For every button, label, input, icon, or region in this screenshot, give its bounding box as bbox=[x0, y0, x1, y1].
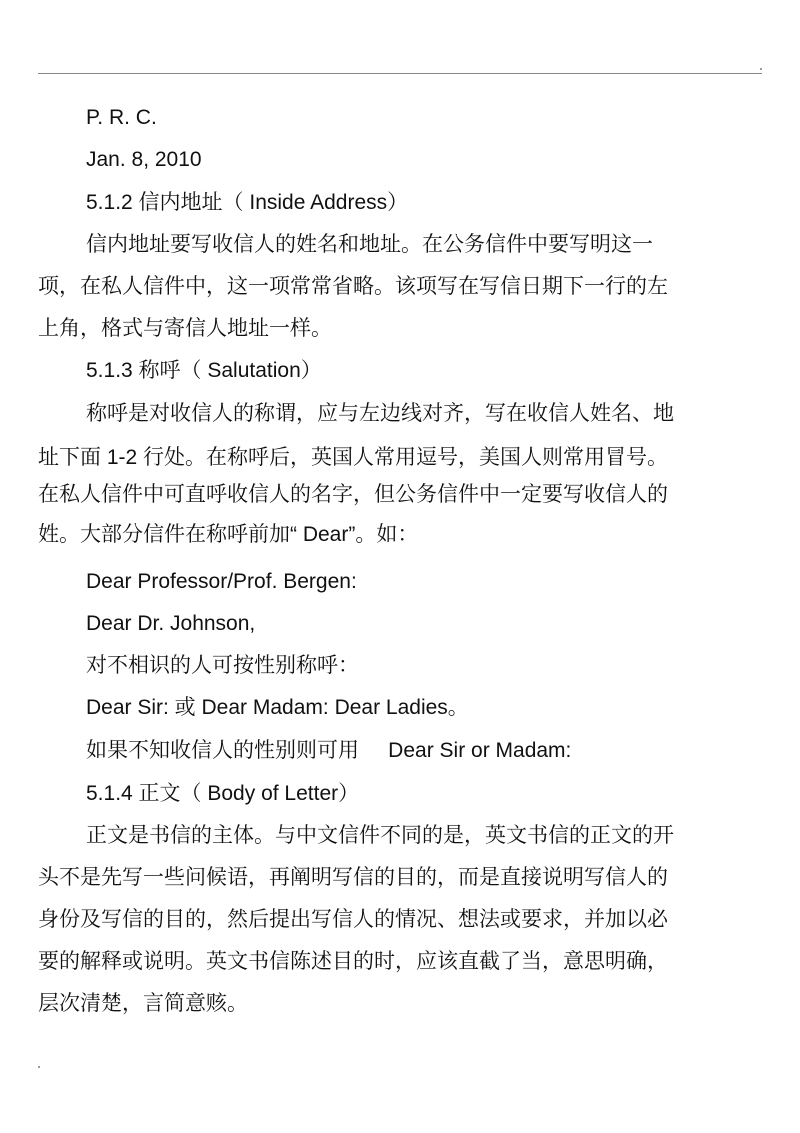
paragraph-line: 层次清楚，言简意赅。 bbox=[38, 992, 248, 1015]
unknown-gender-line: 如果不知收信人的性别则可用 Dear Sir or Madam: bbox=[86, 739, 572, 762]
example-professor: Dear Professor/Prof. Bergen: bbox=[86, 570, 357, 593]
example-doctor: Dear Dr. Johnson, bbox=[86, 612, 256, 635]
section-heading-body: 5.1.4 正文（ Body of Letter） bbox=[86, 782, 360, 805]
paragraph-line: 正文是书信的主体。与中文信件不同的是，英文书信的正文的开 bbox=[86, 824, 674, 847]
paragraph-line: 项，在私人信件中，这一项常常省略。该项写在写信日期下一行的左 bbox=[38, 275, 668, 298]
header-rule bbox=[38, 73, 762, 74]
section-heading-salutation: 5.1.3 称呼（ Salutation） bbox=[86, 359, 322, 382]
paragraph-line: 在私人信件中可直呼收信人的名字，但公务信件中一定要写收信人的 bbox=[38, 483, 668, 506]
paragraph-line: 称呼是对收信人的称谓，应与左边线对齐，写在收信人姓名、地 bbox=[86, 402, 674, 425]
paragraph-body bbox=[38, 822, 728, 1032]
paragraph-salutation bbox=[38, 400, 728, 563]
example-sir-madam: Dear Sir: 或 Dear Madam: Dear Ladies。 bbox=[86, 696, 469, 719]
bottom-corner-mark bbox=[38, 1066, 40, 1068]
paragraph-line: 要的解释或说明。英文书信陈述目的时，应该直截了当，意思明确， bbox=[38, 950, 668, 973]
paragraph-line: 姓。大部分信件在称呼前加“ Dear”。如： bbox=[38, 523, 419, 546]
gender-salutation-intro: 对不相识的人可按性别称呼： bbox=[86, 654, 359, 677]
address-country-line: P. R. C. bbox=[86, 106, 157, 129]
paragraph-line: 头不是先写一些问候语，再阐明写信的目的，而是直接说明写信人的 bbox=[38, 866, 668, 889]
paragraph-line: 信内地址要写收信人的姓名和地址。在公务信件中要写明这一 bbox=[86, 233, 653, 256]
paragraph-line: 身份及写信的目的，然后提出写信人的情况、想法或要求，并加以必 bbox=[38, 908, 668, 931]
paragraph-line: 址下面 1-2 行处。在称呼后，英国人常用逗号，美国人则常用冒号。 bbox=[38, 446, 669, 469]
paragraph-line: 上角，格式与寄信人地址一样。 bbox=[38, 317, 332, 340]
top-corner-mark bbox=[760, 68, 762, 70]
paragraph-inside-address bbox=[38, 231, 728, 357]
date-line: Jan. 8, 2010 bbox=[86, 148, 202, 171]
section-heading-inside-address: 5.1.2 信内地址（ Inside Address） bbox=[86, 191, 409, 214]
